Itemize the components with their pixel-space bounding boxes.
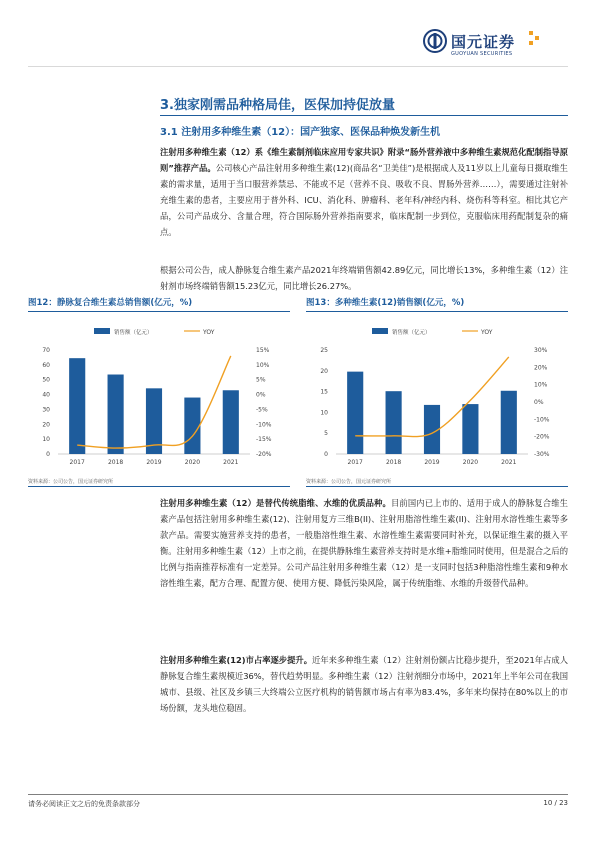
- fig12-ytick-left: 10: [42, 436, 50, 444]
- fig13-bar: [386, 391, 402, 454]
- paragraph-3-lead: 注射用多种维生素（12）是替代传统脂维、水维的优质品种。: [160, 498, 391, 508]
- fig13-ytick-right: -10%: [534, 416, 550, 424]
- logo-brand-en: GUOYUAN SECURITIES: [451, 51, 513, 57]
- figure-12-source-rule: [28, 486, 290, 487]
- header-logo: [423, 27, 563, 65]
- paragraph-4-lead: 注射用多种维生素(12)市占率逐步提升。: [160, 655, 313, 665]
- footer-divider: [28, 794, 568, 795]
- fig12-xtick: 2021: [223, 459, 239, 466]
- fig13-ytick-left: 0: [324, 451, 328, 458]
- paragraph-2: 根据公司公告，成人静脉复合维生素产品2021年终端销售额42.89亿元，同比增长13%，多种维生素（12）注射剂市场终端销售额15.23亿元，同比增长26.27%。: [160, 265, 568, 291]
- logo-brand-text: 国元证券: [451, 33, 516, 51]
- paragraph-3: [160, 495, 568, 591]
- footer-disclaimer: 请务必阅读正文之后的免责条款部分: [28, 800, 140, 808]
- fig13-legend-line-label: YOY: [481, 329, 493, 336]
- fig12-ytick-right: 0%: [256, 391, 266, 399]
- figure-13-title-rule: [306, 311, 568, 312]
- paragraph-1-lead: 注射用多种维生素（12）系《维生素制剂临床应用专家共识》附录“肠外营养液中多种维生素规范化配制指导原则”推荐产品。: [160, 147, 568, 173]
- fig12-legend-bar-label: 销售额（亿元）: [114, 330, 153, 336]
- figure-13-title: 图13：多种维生素(12)销售额(亿元，%): [306, 298, 465, 308]
- section-title: 3.独家刚需品种格局佳，医保加持促放量: [160, 98, 395, 113]
- fig12-ytick-left: 40: [42, 391, 50, 399]
- fig12-ytick-left: 70: [42, 347, 50, 354]
- fig12-ytick-right: 15%: [256, 347, 270, 354]
- header-divider: [28, 66, 568, 67]
- fig12-xtick: 2020: [184, 459, 201, 466]
- fig12-ytick-right: -15%: [256, 436, 272, 444]
- fig12-ytick-right: 5%: [256, 376, 266, 384]
- fig13-ytick-left: 10: [320, 409, 328, 417]
- fig12-bar: [223, 390, 239, 454]
- fig12-xtick: 2017: [69, 459, 85, 466]
- fig12-ytick-right: 10%: [256, 361, 270, 369]
- fig13-bar: [501, 391, 517, 454]
- paragraph-4: [160, 652, 568, 716]
- fig13-ytick-left: 20: [320, 367, 328, 375]
- fig12-xtick: 2018: [107, 459, 124, 466]
- fig12-legend-bar-swatch: [94, 328, 110, 334]
- figure-13-chart: [302, 320, 570, 472]
- fig13-ytick-left: 5: [324, 430, 328, 438]
- fig12-legend-line-label: YOY: [203, 329, 215, 336]
- fig12-ytick-left: 0: [46, 451, 50, 458]
- fig13-ytick-right: -30%: [534, 451, 550, 458]
- fig12-ytick-right: -10%: [256, 421, 272, 429]
- fig13-ytick-left: 15: [320, 388, 328, 396]
- fig12-ytick-left: 50: [42, 376, 50, 384]
- fig13-ytick-left: 25: [320, 347, 328, 354]
- figure-13-source-rule: [306, 486, 568, 487]
- paragraph-3-body: 目前国内已上市的、适用于成人的静脉复合维生素产品包括注射用多种维生素(12)、注射用复方三维B(II)、注射用脂溶性维生素(II)、注射用水溶性维生素等多款产品。需要实施营养支持的患者，一般脂溶性维生素、水溶性维生素需要同时补充，以保证维生素的摄入平衡。注射用多种维生素（12）上市之前，在提供静脉维生素营养支持时是水维+脂维同时使用，但是混合之后的比例与指南推荐标准有一定差异。公司产品注射用多种维生素（12）是一支同时包括3种脂溶性维生素和9种水溶性维生素，配方合理、配置方便、使用方便、降低污染风险，属于传统脂维、水维的升级替代品种。: [160, 498, 568, 588]
- fig12-ytick-left: 60: [42, 361, 50, 369]
- fig13-bar: [462, 404, 478, 454]
- figure-12-svg: [24, 320, 292, 472]
- fig12-ytick-left: 30: [42, 406, 50, 414]
- page-number: 10 / 23: [543, 799, 568, 807]
- paragraph-1-body: 公司核心产品注射用多种维生素(12)(商品名“卫美佳”)是根据成人及11岁以上儿童每日摄取维生素的需求量，适用于当口服营养禁忌、不能或不足（营养不良、吸收不良、胃肠外营养……），需要通过注射补充维生素的患者，主要应用于普外科、ICU、消化科、肿瘤科、老年科/神经内科、烧伤科等科室。相比其它产品，公司产品成分、含量合理，符合国际肠外营养指南要求，临床配制一步到位，克服临床用药配制复杂的痛点。: [160, 163, 568, 237]
- figure-12-chart: [24, 320, 292, 472]
- fig12-ytick-left: 20: [42, 421, 50, 429]
- fig13-ytick-right: 30%: [534, 347, 548, 354]
- fig13-legend-bar-swatch: [372, 328, 388, 334]
- section-title-divider: [160, 115, 568, 116]
- fig13-legend-bar-label: 销售额（亿元）: [392, 330, 431, 336]
- fig13-ytick-right: 10%: [534, 381, 548, 389]
- fig13-xtick: 2019: [424, 459, 440, 466]
- fig12-bar: [184, 398, 200, 454]
- section-subtitle: 3.1 注射用多种维生素（12）：国产独家、医保品种焕发新生机: [160, 127, 441, 138]
- logo-dots-icon: [529, 31, 543, 51]
- fig13-xtick: 2020: [462, 459, 479, 466]
- figure-12-title: 图12：静脉复合维生素总销售额(亿元，%): [28, 298, 193, 308]
- figure-12-title-rule: [28, 311, 290, 312]
- logo-seal-icon: [423, 29, 447, 53]
- fig12-xtick: 2019: [146, 459, 162, 466]
- fig12-ytick-right: -20%: [256, 451, 272, 458]
- figure-13-svg: [302, 320, 570, 472]
- paragraph-4-body: 近年来多种维生素（12）注射剂份额占比稳步提升，至2021年占成人静脉复合维生素规模近36%，替代趋势明显。多种维生素（12）注射剂细分市场中，2021年上半年公司在我国城市、县级、社区及乡镇三大终端公立医疗机构的销售额市场占有率为83.4%，多年来均保持在80%以上的市场份额，龙头地位稳固。: [160, 655, 568, 713]
- fig12-bar: [108, 375, 124, 454]
- fig13-ytick-right: 0%: [534, 399, 544, 406]
- paragraph-1: [160, 144, 568, 240]
- fig12-bar: [69, 358, 85, 454]
- fig13-bar: [347, 372, 363, 454]
- figure-12-source: 资料来源：公司公告，国元证券研究所: [28, 479, 114, 485]
- fig13-ytick-right: -20%: [534, 433, 550, 441]
- fig13-ytick-right: 20%: [534, 364, 548, 372]
- fig12-ytick-right: -5%: [256, 406, 268, 414]
- fig13-xtick: 2018: [385, 459, 402, 466]
- fig13-xtick: 2021: [501, 459, 517, 466]
- fig13-xtick: 2017: [347, 459, 363, 466]
- figure-13-source: 资料来源：公司公告，国元证券研究所: [306, 479, 392, 485]
